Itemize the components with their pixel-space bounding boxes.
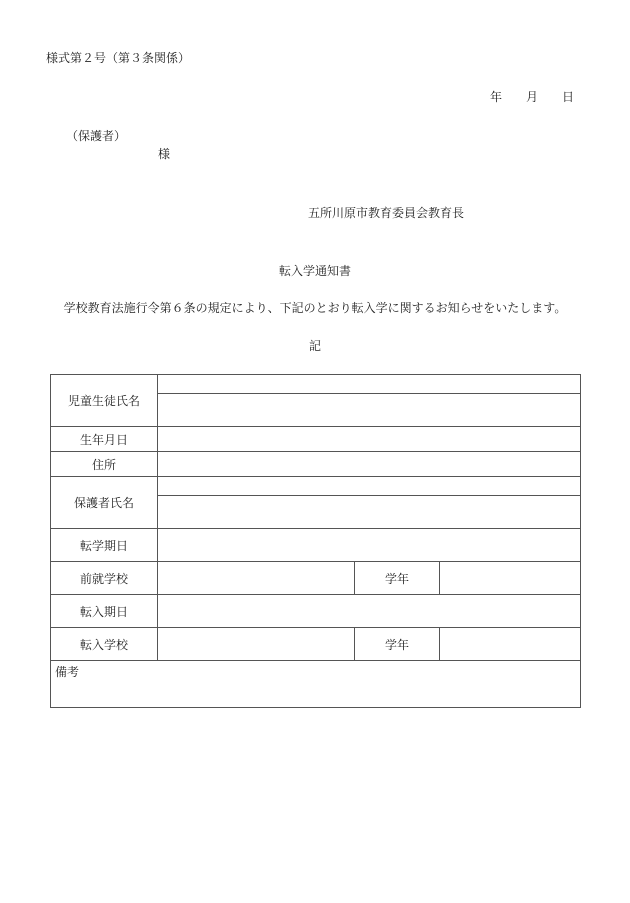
guardian-name-row [51,477,581,496]
honorific: 様 [158,147,171,161]
transfer-term-label: 転学期日 [51,529,158,562]
address-field[interactable] [158,452,581,477]
previous-school-field[interactable] [158,562,355,595]
birthdate-row [51,427,581,452]
date-day: 日 [561,90,574,104]
transfer-in-school-row [51,628,581,661]
remarks-field[interactable] [51,661,581,708]
previous-school-row [51,562,581,595]
transfer-term-field[interactable] [158,529,581,562]
form-number: 様式第２号（第３条関係） [46,51,191,65]
grade-label: 学年 [355,562,440,595]
transfer-in-school-label: 転入学校 [51,628,158,661]
previous-school-label: 前就学校 [51,562,158,595]
transfer-in-grade-field[interactable] [440,628,581,661]
previous-grade-field[interactable] [440,562,581,595]
grade-label-2: 学年 [355,628,440,661]
guardian-name-field[interactable] [158,496,581,529]
ki-marker: 記 [308,339,321,353]
transfer-term-row [51,529,581,562]
address-label: 住所 [51,452,158,477]
remarks-row [51,661,581,708]
date-year: 年 [489,90,502,104]
birthdate-label: 生年月日 [51,427,158,452]
birthdate-field[interactable] [158,427,581,452]
student-name-furigana-field[interactable] [158,375,581,394]
guardian-name-furigana-field[interactable] [158,477,581,496]
student-name-field[interactable] [158,394,581,427]
transfer-in-school-field[interactable] [158,628,355,661]
transfer-in-date-label: 転入期日 [51,595,158,628]
student-name-row [51,375,581,394]
remarks-label: 備考 [55,665,80,679]
date-line [490,88,574,105]
document-title: 転入学通知書 [278,264,351,278]
transfer-form-table [50,374,581,708]
transfer-in-date-field[interactable] [158,595,581,628]
transfer-in-date-row [51,595,581,628]
issuer: 五所川原市教育委員会教育長 [307,206,464,220]
date-month: 月 [525,90,538,104]
guardian-label: （保護者） [66,129,127,143]
guardian-name-label: 保護者氏名 [51,477,158,529]
intro-text: 学校教育法施行令第６条の規定により、下記のとおり転入学に関するお知らせをいたします。 [63,301,567,315]
address-row [51,452,581,477]
student-name-label: 児童生徒氏名 [51,375,158,427]
